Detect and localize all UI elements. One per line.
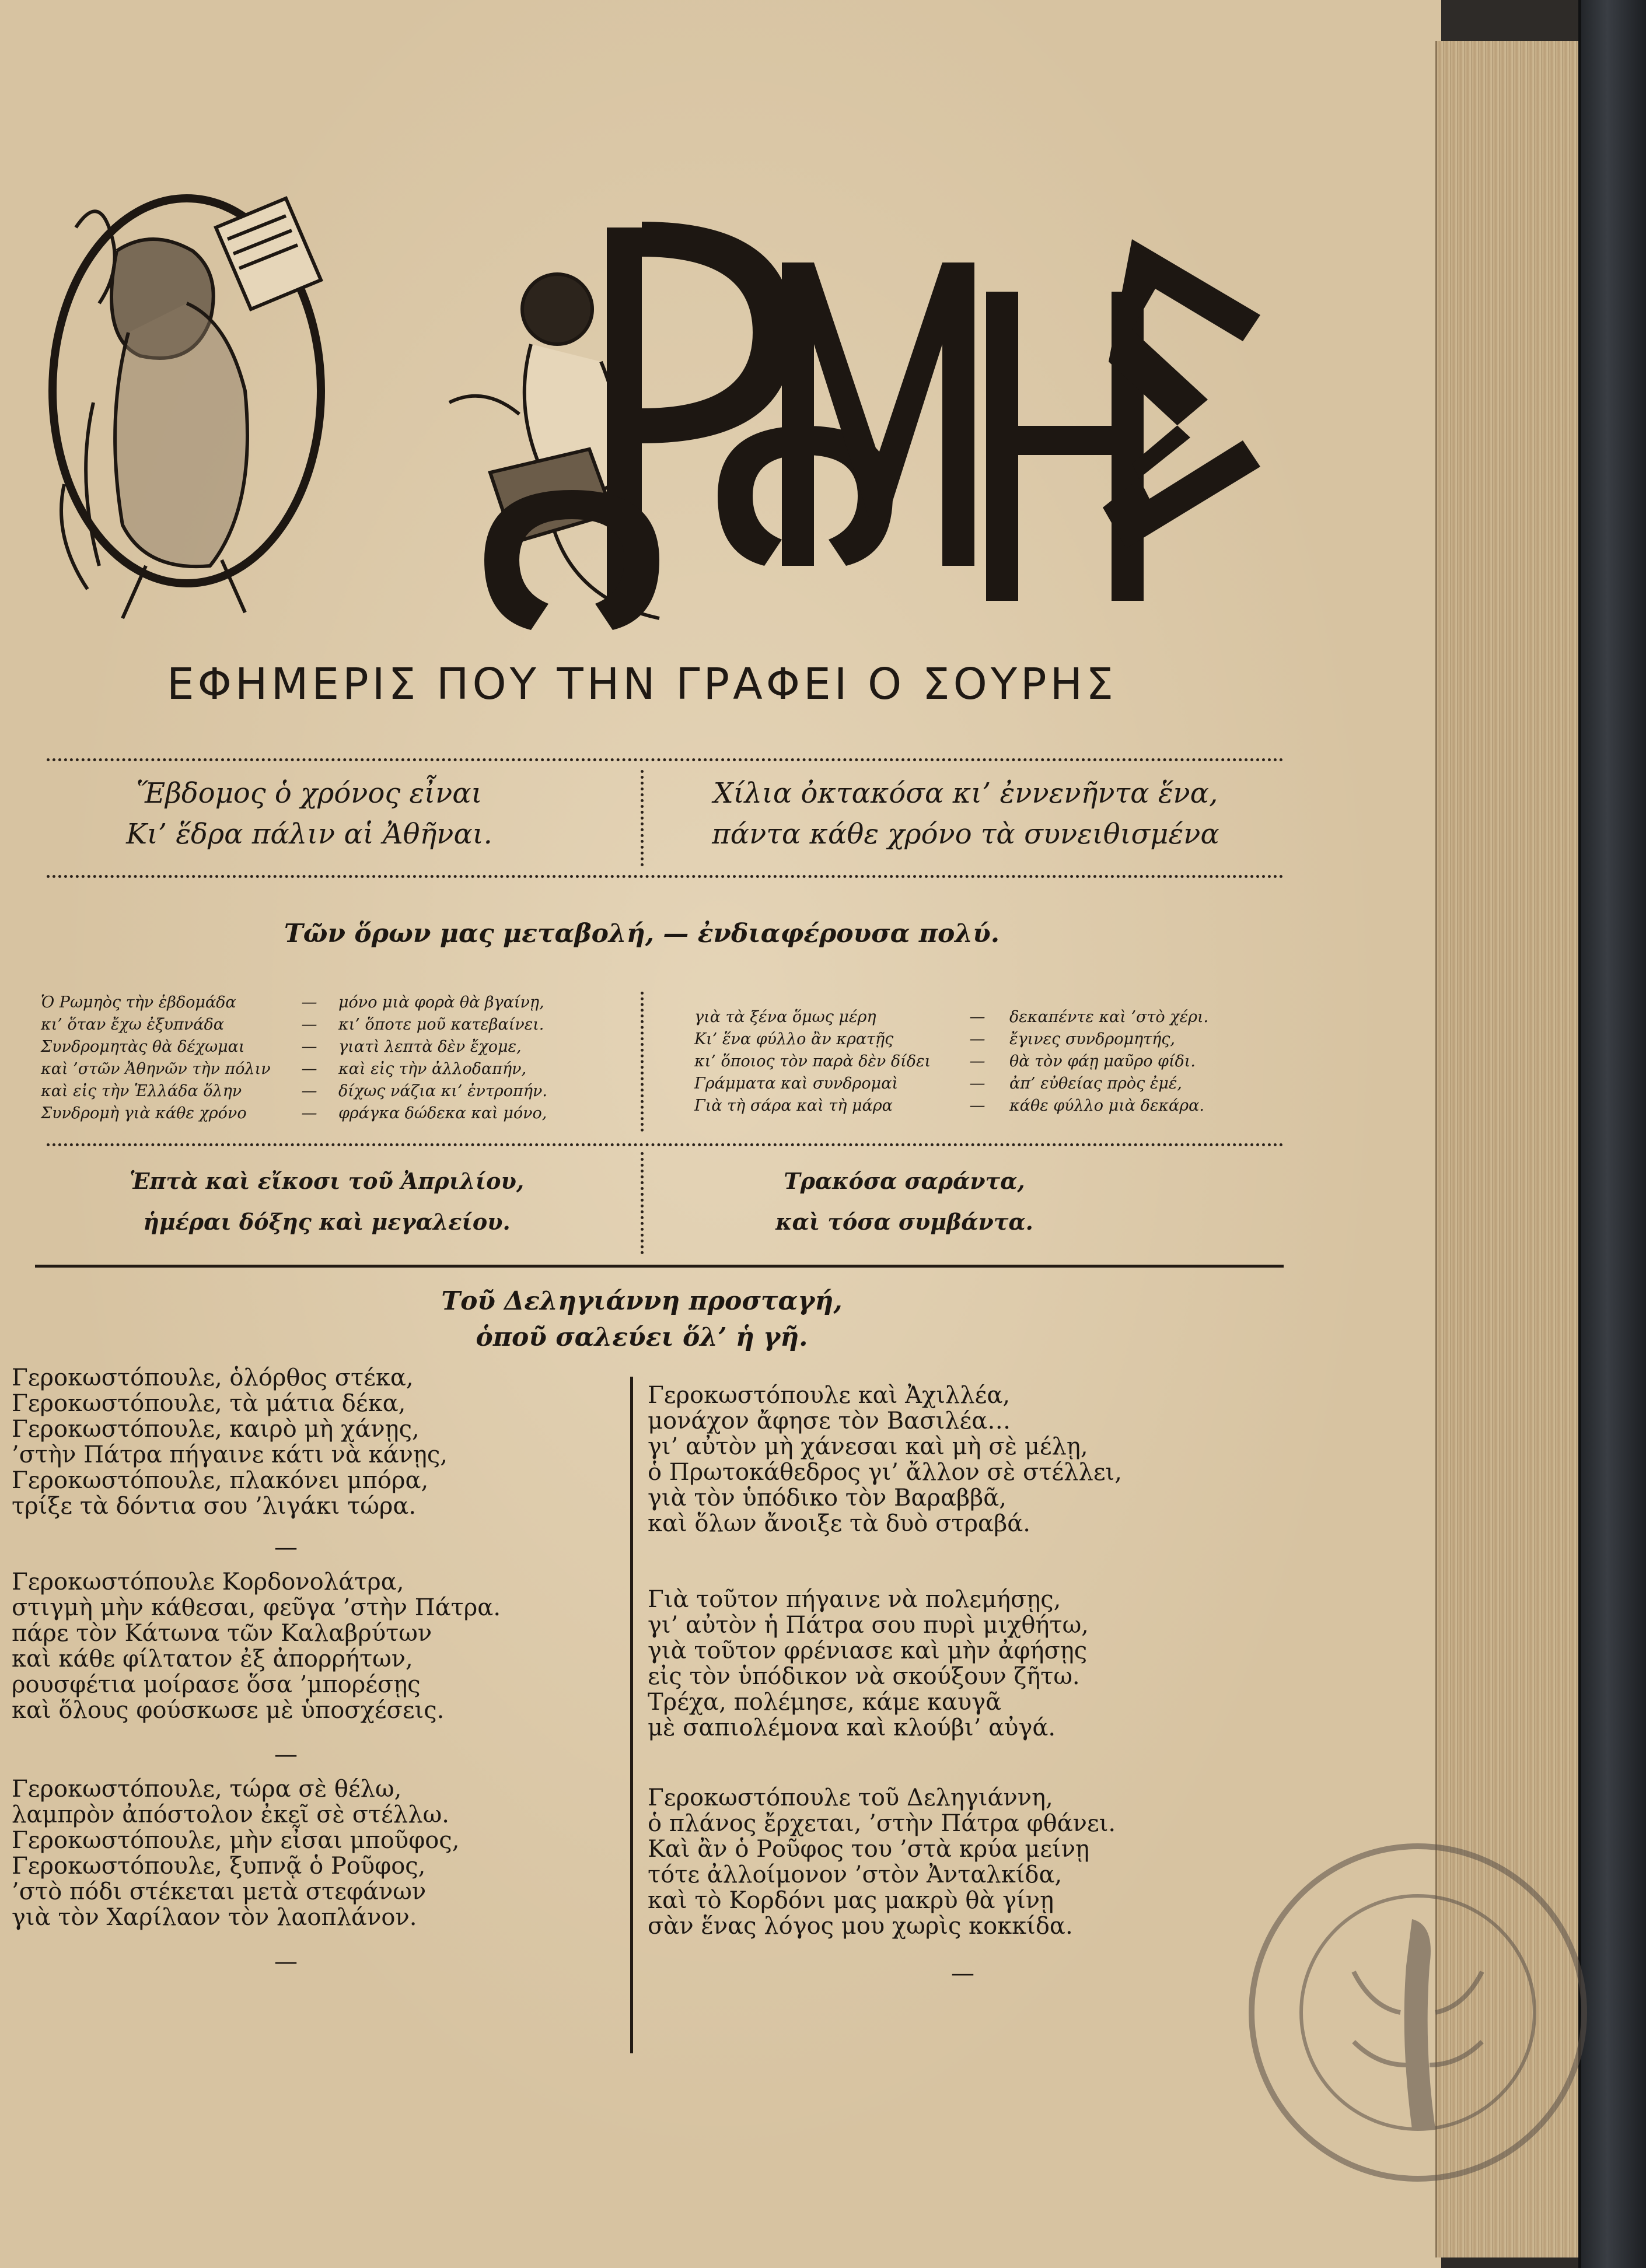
poem-line: πάρε τὸν Κάτωνα τῶν Καλαβρύτων — [12, 1620, 432, 1647]
terms-cell: — — [301, 1038, 317, 1056]
terms-row — [41, 1036, 548, 1058]
stanza-separator: — — [274, 1534, 298, 1561]
dotted-rule — [47, 875, 1284, 878]
terms-row — [694, 1095, 1243, 1117]
terms-cell: δίχως νάζια κι’ ἐντροπήν. — [338, 1082, 547, 1100]
poem-stanza-left-3 — [12, 1776, 459, 1930]
poem-line: στιγμὴ μὴν κάθεσαι, φεῦγα ’στὴν Πάτρα. — [12, 1594, 501, 1621]
poem-line: σὰν ἕνας λόγος μου χωρὶς κοκκίδα. — [648, 1913, 1073, 1940]
terms-cell: καὶ εἰς τὴν Ἑλλάδα ὅλην — [41, 1082, 242, 1100]
issue-number-right — [700, 1161, 1109, 1242]
terms-cell: Κι’ ἕνα φύλλο ἂν κρατῇς — [694, 1030, 894, 1048]
terms-row — [41, 1014, 548, 1036]
poem-line: εἰς τὸν ὑπόδικον νὰ σκούξουν ζῆτω. — [648, 1663, 1080, 1690]
poem-stanza-right-2 — [648, 1587, 1089, 1741]
poem-line: Γεροκωστόπουλε, τώρα σὲ θέλω, — [12, 1776, 402, 1803]
poem-line: ’στὸ πόδι στέκεται μετὰ στεφάνων — [12, 1878, 427, 1905]
terms-cell: — — [969, 1052, 985, 1070]
epigraph-right-line: πάντα κάθε χρόνο τὰ συνειθισμένα — [712, 818, 1219, 850]
terms-cell: Γιὰ τὴ σάρα καὶ τὴ μάρα — [694, 1097, 893, 1115]
masthead-logo — [29, 158, 1284, 642]
poem-line: μονάχον ἄφησε τὸν Βασιλέα… — [648, 1408, 1011, 1434]
poem-line: Γεροκωστόπουλε τοῦ Δεληγιάννη, — [648, 1784, 1053, 1811]
stanza-separator: — — [274, 1948, 298, 1975]
terms-cell: — — [301, 993, 317, 1012]
poem-stanza-left-1 — [12, 1365, 448, 1519]
terms-row — [694, 1051, 1243, 1073]
solid-rule — [35, 1265, 1284, 1268]
poem-line: γι’ αὐτὸν ἡ Πάτρα σου πυρὶ μιχθήτω, — [648, 1612, 1089, 1639]
poem-line: ρουσφέτια μοίρασε ὅσα ’μπορέσῃς — [12, 1671, 421, 1698]
poem-line: καὶ κάθε φίλτατον ἐξ ἀπορρήτων, — [12, 1646, 413, 1672]
library-stamp — [1237, 1832, 1599, 2193]
terms-cell: — — [301, 1104, 317, 1122]
terms-row — [41, 1058, 548, 1080]
terms-cell: κι’ ὅταν ἔχω ἐξυπνάδα — [41, 1016, 224, 1034]
poem-line: τρίξε τὰ δόντια σου ’λιγάκι τώρα. — [12, 1493, 417, 1520]
terms-cell: Συνδρομητὰς θὰ δέχωμαι — [41, 1038, 245, 1056]
stanza-separator: — — [951, 1960, 974, 1987]
poem-line: ὁ Πρωτοκάθεδρος γι’ ἄλλον σὲ στέλλει, — [648, 1459, 1122, 1486]
dotted-rule — [47, 1143, 1284, 1146]
poem-line: Γεροκωστόπουλε Κορδονολάτρα, — [12, 1569, 404, 1595]
poem-line: ’στὴν Πάτρα πήγαινε κάτι νὰ κάνῃς, — [12, 1441, 448, 1468]
poem-title — [0, 1283, 1284, 1356]
poem-line: Τρέχα, πολέμησε, κάμε καυγᾶ — [648, 1689, 1002, 1716]
terms-row — [41, 992, 548, 1014]
terms-cell: γιὰ τὰ ξένα ὅμως μέρη — [694, 1008, 876, 1026]
terms-cell: — — [969, 1097, 985, 1115]
vertical-dotted-divider — [641, 992, 644, 1132]
terms-row — [41, 1102, 548, 1125]
poem-title-line: ὁποῦ σαλεύει ὅλ’ ἡ γῆ. — [476, 1322, 808, 1352]
terms-cell: καὶ ’στῶν Ἀθηνῶν τὴν πόλιν — [41, 1060, 271, 1078]
vertical-dotted-divider — [641, 770, 644, 866]
terms-cell: — — [969, 1074, 985, 1093]
terms-cell: κι’ ὅποτε μοῦ κατεβαίνει. — [338, 1016, 544, 1034]
poem-line: Γεροκωστόπουλε, μὴν εἶσαι μποῦφος, — [12, 1827, 460, 1854]
date-line: καὶ τόσα συμβάντα. — [775, 1209, 1033, 1235]
terms-cell: Ὁ Ρωμηὸς τὴν ἑβδομάδα — [41, 993, 236, 1012]
poem-line: ὁ πλάνος ἔρχεται, ’στὴν Πάτρα φθάνει. — [648, 1810, 1116, 1837]
terms-cell: δεκαπέντε καὶ ’στὸ χέρι. — [1009, 1008, 1209, 1026]
masthead — [29, 158, 1284, 642]
terms-cell: μόνο μιὰ φορὰ θὰ βγαίνῃ, — [338, 993, 544, 1012]
terms-cell: θὰ τὸν φάῃ μαῦρο φίδι. — [1009, 1052, 1196, 1070]
masthead-subtitle: ΕΦΗΜΕΡΙΣ ΠΟΥ ΤΗΝ ΓΡΑΦΕΙ Ο ΣΟΥΡΗΣ — [166, 659, 1117, 709]
date-line: ἡμέραι δόξης καὶ μεγαλείου. — [143, 1209, 511, 1235]
poem-line: γιὰ τὸν ὑπόδικο τὸν Βαραββᾶ, — [648, 1485, 1007, 1511]
terms-row — [41, 1080, 548, 1102]
poem-line: Γεροκωστόπουλε, πλακόνει μπόρα, — [12, 1467, 429, 1494]
poem-line: καὶ τὸ Κορδόνι μας μακρὺ θὰ γίνῃ — [648, 1887, 1054, 1914]
date-line: Τρακόσα σαράντα, — [784, 1168, 1025, 1194]
terms-cell: — — [969, 1008, 985, 1026]
poem-line: Γεροκωστόπουλε, τὰ μάτια δέκα, — [12, 1390, 406, 1417]
terms-row — [694, 1028, 1243, 1051]
dotted-rule — [47, 758, 1284, 761]
masthead-illustration — [53, 198, 659, 618]
poem-stanza-right-1 — [648, 1382, 1122, 1536]
terms-cell: Συνδρομὴ γιὰ κάθε χρόνο — [41, 1104, 247, 1122]
terms-left-column — [41, 992, 548, 1125]
terms-cell: ἀπ’ εὐθείας πρὸς ἐμέ, — [1009, 1074, 1182, 1093]
date-line: Ἑπτὰ καὶ εἴκοσι τοῦ Ἀπριλίου, — [129, 1168, 525, 1194]
poem-stanza-left-2 — [12, 1569, 501, 1723]
terms-cell: Γράμματα καὶ συνδρομαὶ — [694, 1074, 899, 1093]
poem-line: γιὰ τοῦτον φρένιασε καὶ μὴν ἀφήσῃς — [648, 1637, 1088, 1664]
terms-cell: — — [301, 1082, 317, 1100]
terms-right-column — [694, 1006, 1243, 1117]
terms-cell: γιατὶ λεπτὰ δὲν ἔχομε, — [338, 1038, 522, 1056]
poem-stanza-right-3 — [648, 1785, 1116, 1939]
terms-heading: Τῶν ὅρων μας μεταβολή, — ἐνδιαφέρουσα πολύ. — [284, 919, 1000, 949]
terms-cell: κάθε φύλλο μιὰ δεκάρα. — [1009, 1097, 1204, 1115]
poem-line: Γεροκωστόπουλε, καιρὸ μὴ χάνῃς, — [12, 1416, 420, 1443]
epigraph-left — [105, 773, 513, 855]
column-divider — [630, 1377, 633, 2053]
terms-cell: — — [301, 1060, 317, 1078]
poem-line: γι’ αὐτὸν μὴ χάνεσαι καὶ μὴ σὲ μέλῃ, — [648, 1433, 1088, 1460]
poem-line: τότε ἀλλοίμονον ’στὸν Ἀνταλκίδα, — [648, 1861, 1063, 1888]
epigraph-right-line: Χίλια ὀκτακόσα κι’ ἐννενῆντα ἕνα, — [713, 777, 1218, 810]
epigraph-right — [689, 773, 1243, 855]
poem-line: Γεροκωστόπουλε, ὁλόρθος στέκα, — [12, 1364, 414, 1391]
terms-cell: ἔγινες συνδρομητής, — [1009, 1030, 1176, 1048]
terms-cell: — — [301, 1016, 317, 1034]
poem-line: γιὰ τὸν Χαρίλαον τὸν λαοπλάνον. — [12, 1904, 417, 1931]
vertical-dotted-divider — [641, 1152, 644, 1254]
poem-line: λαμπρὸν ἀπόστολον ἐκεῖ σὲ στέλλω. — [12, 1801, 449, 1828]
poem-line: καὶ ὅλους φούσκωσε μὲ ὑποσχέσεις. — [12, 1697, 445, 1724]
poem-title-line: Τοῦ Δεληγιάννη προσταγή, — [441, 1286, 843, 1316]
poem-line: καὶ ὅλων ἄνοιξε τὰ δυὸ στραβά. — [648, 1510, 1030, 1537]
terms-row — [694, 1006, 1243, 1028]
poem-line: Γιὰ τοῦτον πήγαινε νὰ πολεμήσῃς, — [648, 1586, 1061, 1613]
issue-date-left — [105, 1161, 548, 1242]
terms-cell: φράγκα δώδεκα καὶ μόνο, — [338, 1104, 547, 1122]
terms-row — [694, 1073, 1243, 1095]
epigraph-left-line: Ἕβδομος ὁ χρόνος εἶναι — [136, 777, 483, 810]
stanza-separator: — — [274, 1741, 298, 1768]
epigraph-left-line: Κι’ ἕδρα πάλιν αἱ Ἀθῆναι. — [126, 818, 492, 850]
poem-line: μὲ σαπιολέμονα καὶ κλούβι’ αὐγά. — [648, 1714, 1056, 1741]
terms-cell: κι’ ὅποιος τὸν παρὰ δὲν δίδει — [694, 1052, 931, 1070]
poem-line: Καὶ ἂν ὁ Ροῦφος του ’στὰ κρύα μείνῃ — [648, 1836, 1090, 1863]
terms-cell: καὶ εἰς τὴν ἀλλοδαπήν, — [338, 1060, 527, 1078]
poem-line: Γεροκωστόπουλε, ξυπνᾷ ὁ Ροῦφος, — [12, 1853, 426, 1880]
poem-line: Γεροκωστόπουλε καὶ Ἀχιλλέα, — [648, 1382, 1011, 1409]
terms-cell: — — [969, 1030, 985, 1048]
